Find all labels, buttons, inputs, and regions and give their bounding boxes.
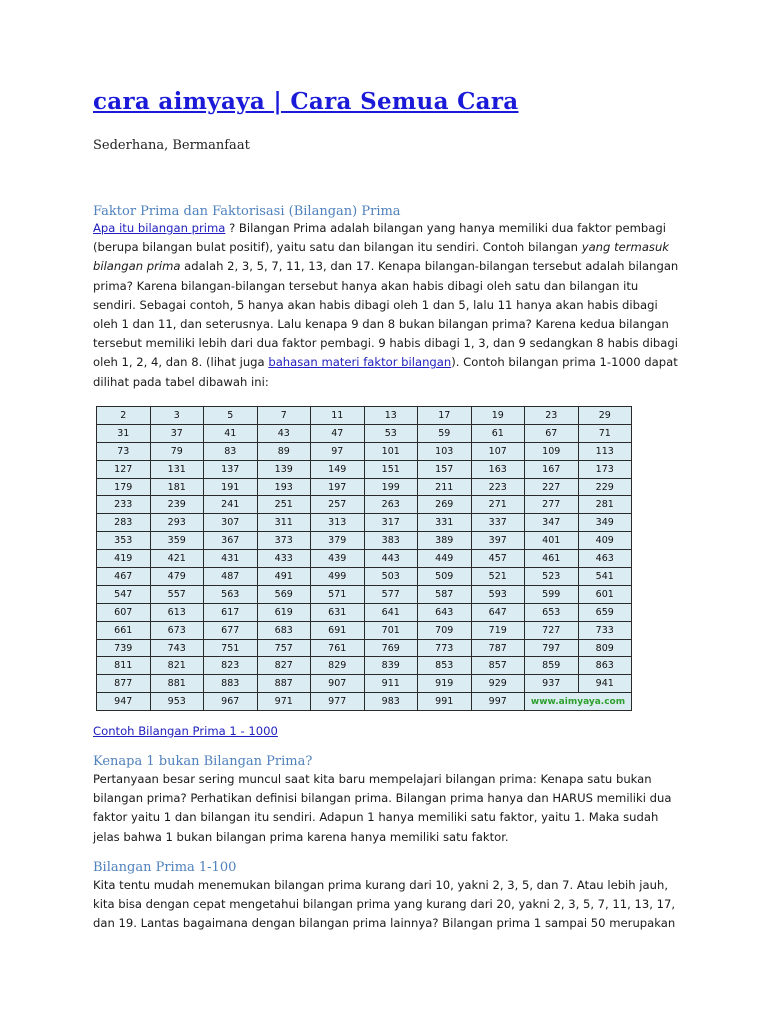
table-cell: 151 xyxy=(364,460,418,478)
table-cell: 229 xyxy=(578,478,632,496)
table-cell: 557 xyxy=(150,585,204,603)
table-cell: 719 xyxy=(471,621,525,639)
table-cell: 661 xyxy=(97,621,151,639)
table-cell: 283 xyxy=(97,514,151,532)
table-cell: 263 xyxy=(364,496,418,514)
table-row xyxy=(97,621,632,639)
table-cell: 619 xyxy=(257,603,311,621)
table-cell: 967 xyxy=(204,693,258,711)
table-cell: 937 xyxy=(525,675,579,693)
table-cell: 5 xyxy=(204,407,258,425)
table-cell: 509 xyxy=(418,568,472,586)
table-cell: 23 xyxy=(525,407,579,425)
table-cell: 257 xyxy=(311,496,365,514)
table-cell: 829 xyxy=(311,657,365,675)
table-cell: 739 xyxy=(97,639,151,657)
table-row xyxy=(97,478,632,496)
table-cell: 89 xyxy=(257,442,311,460)
table-cell: 601 xyxy=(578,585,632,603)
table-cell: 701 xyxy=(364,621,418,639)
table-cell: 127 xyxy=(97,460,151,478)
table-cell: 991 xyxy=(418,693,472,711)
table-cell: 823 xyxy=(204,657,258,675)
table-cell: 647 xyxy=(471,603,525,621)
table-cell: 839 xyxy=(364,657,418,675)
table-cell: 389 xyxy=(418,532,472,550)
table-cell: 599 xyxy=(525,585,579,603)
table-cell: 331 xyxy=(418,514,472,532)
table-cell: 883 xyxy=(204,675,258,693)
table-cell: 137 xyxy=(204,460,258,478)
table-cell: 83 xyxy=(204,442,258,460)
table-cell: 223 xyxy=(471,478,525,496)
table-row xyxy=(97,407,632,425)
table-cell: 233 xyxy=(97,496,151,514)
table-cell: 347 xyxy=(525,514,579,532)
table-cell: 607 xyxy=(97,603,151,621)
table-cell: 587 xyxy=(418,585,472,603)
table-cell: 911 xyxy=(364,675,418,693)
table-cell: 239 xyxy=(150,496,204,514)
table-cell: 809 xyxy=(578,639,632,657)
prime-number-table xyxy=(96,406,632,711)
table-row xyxy=(97,639,632,657)
table-cell: 643 xyxy=(418,603,472,621)
table-cell: 337 xyxy=(471,514,525,532)
table-cell: 79 xyxy=(150,442,204,460)
table-cell: 457 xyxy=(471,550,525,568)
table-cell: 131 xyxy=(150,460,204,478)
section-heading-faktor-prima: Faktor Prima dan Faktorisasi (Bilangan) Prima xyxy=(93,204,401,219)
table-cell: 709 xyxy=(418,621,472,639)
table-cell: 17 xyxy=(418,407,472,425)
table-cell: 631 xyxy=(311,603,365,621)
table-cell: 691 xyxy=(311,621,365,639)
table-cell: 887 xyxy=(257,675,311,693)
table-cell: 983 xyxy=(364,693,418,711)
table-cell: 433 xyxy=(257,550,311,568)
table-cell: 7 xyxy=(257,407,311,425)
table-row xyxy=(97,603,632,621)
table-cell: 613 xyxy=(150,603,204,621)
table-cell: 941 xyxy=(578,675,632,693)
table-cell: 677 xyxy=(204,621,258,639)
table-cell: 443 xyxy=(364,550,418,568)
table-cell: 139 xyxy=(257,460,311,478)
intro-paragraph: Apa itu bilangan prima ? Bilangan Prima adalah bilangan yang hanya memiliki dua faktor pembagi (berupa bilangan bulat positif), yaitu satu dan bilangan itu sendiri. Contoh bilangan yang termasuk bilangan prima adalah 2, 3, 5, 7, 11, 13, dan 17. Kenapa bilangan-bilangan tersebut adalah bilangan prima? Karena bilangan-bilangan tersebut hanya akan habis dibagi oleh satu dan bilangan itu sendiri. Sebagai contoh, 5 hanya akan habis dibagi oleh 1 dan 5, lalu 11 hanya akan habis dibagi oleh 1 dan 11, dan seterusnya. Lalu kenapa 9 dan 8 bukan bilangan prima? Karena kedua bilangan tersebut memiliki lebih dari dua faktor pembagi. 9 habis dibagi 1, 3, dan 9 sedangkan 8 habis dibagi oleh 1, 2, 4, dan 8. (lihat juga bahasan materi faktor bilangan). Contoh bilangan prima 1-1000 dapat dilihat pada tabel dibawah ini: xyxy=(93,221,679,389)
table-cell: 2 xyxy=(97,407,151,425)
table-cell: 13 xyxy=(364,407,418,425)
table-cell: 743 xyxy=(150,639,204,657)
table-cell: 977 xyxy=(311,693,365,711)
table-cell: 311 xyxy=(257,514,311,532)
table-cell: 199 xyxy=(364,478,418,496)
table-cell: 37 xyxy=(150,424,204,442)
table-row xyxy=(97,550,632,568)
table-row xyxy=(97,657,632,675)
table-cell: 193 xyxy=(257,478,311,496)
table-cell: 577 xyxy=(364,585,418,603)
table-cell: 769 xyxy=(364,639,418,657)
table-cell: 653 xyxy=(525,603,579,621)
table-cell: 461 xyxy=(525,550,579,568)
table-cell: 101 xyxy=(364,442,418,460)
table-cell: 757 xyxy=(257,639,311,657)
table-cell: 103 xyxy=(418,442,472,460)
table-cell: 313 xyxy=(311,514,365,532)
table-cell: 449 xyxy=(418,550,472,568)
table-cell: 241 xyxy=(204,496,258,514)
table-cell: 167 xyxy=(525,460,579,478)
table-cell: 379 xyxy=(311,532,365,550)
table-cell: 73 xyxy=(97,442,151,460)
table-cell: 971 xyxy=(257,693,311,711)
table-cell: 41 xyxy=(204,424,258,442)
link-contoh-bilangan-prima[interactable]: Contoh Bilangan Prima 1 - 1000 xyxy=(93,724,278,738)
table-cell: 953 xyxy=(150,693,204,711)
table-cell: 271 xyxy=(471,496,525,514)
table-cell: 373 xyxy=(257,532,311,550)
table-cell: 29 xyxy=(578,407,632,425)
table-cell: 149 xyxy=(311,460,365,478)
site-tagline: Sederhana, Bermanfaat xyxy=(93,138,250,153)
table-row xyxy=(97,532,632,550)
table-cell: 293 xyxy=(150,514,204,532)
table-cell: 733 xyxy=(578,621,632,639)
table-cell: 487 xyxy=(204,568,258,586)
table-cell: 773 xyxy=(418,639,472,657)
table-cell: 227 xyxy=(525,478,579,496)
table-cell: 281 xyxy=(578,496,632,514)
table-cell: 797 xyxy=(525,639,579,657)
table-cell: 463 xyxy=(578,550,632,568)
table-cell: 569 xyxy=(257,585,311,603)
table-cell: 113 xyxy=(578,442,632,460)
table-cell: 251 xyxy=(257,496,311,514)
table-cell: 467 xyxy=(97,568,151,586)
table-cell: 859 xyxy=(525,657,579,675)
table-cell: 499 xyxy=(311,568,365,586)
table-cell: 593 xyxy=(471,585,525,603)
table-cell: 673 xyxy=(150,621,204,639)
table-cell: 617 xyxy=(204,603,258,621)
link-apa-itu-bilangan-prima[interactable]: Apa itu bilangan prima xyxy=(93,221,226,235)
prima-1-100-paragraph: Kita tentu mudah menemukan bilangan prima kurang dari 10, yakni 2, 3, 5, dan 7. Atau lebih jauh, kita bisa dengan cepat mengetahui bilangan prima yang kurang dari 20, yakni 2, 3, 5, 7, 11, 13, 17, dan 19. Lantas bagaimana dengan bilangan prima lainnya? Bilangan prima 1 sampai 50 merupakan xyxy=(93,878,676,931)
table-cell: 97 xyxy=(311,442,365,460)
table-cell: 811 xyxy=(97,657,151,675)
site-title[interactable] xyxy=(93,88,519,115)
table-cell: 179 xyxy=(97,478,151,496)
table-row xyxy=(97,693,632,711)
table-cell: 353 xyxy=(97,532,151,550)
table-cell: 409 xyxy=(578,532,632,550)
table-cell: 431 xyxy=(204,550,258,568)
table-cell: 19 xyxy=(471,407,525,425)
table-cell: 401 xyxy=(525,532,579,550)
table-cell: 397 xyxy=(471,532,525,550)
table-row xyxy=(97,424,632,442)
table-row xyxy=(97,568,632,586)
table-cell: 109 xyxy=(525,442,579,460)
table-cell: 367 xyxy=(204,532,258,550)
table-cell: 269 xyxy=(418,496,472,514)
table-cell: 173 xyxy=(578,460,632,478)
kenapa-1-paragraph: Pertanyaan besar sering muncul saat kita baru mempelajari bilangan prima: Kenapa satu bukan bilangan prima? Perhatikan definisi bilangan prima. Bilangan prima hanya dan HARUS memiliki dua faktor yaitu 1 dan bilangan itu sendiri. Adapun 1 hanya memiliki satu faktor, yaitu 1. Maka sudah jelas bahwa 1 bukan bilangan prima karena hanya memiliki satu faktor. xyxy=(93,772,672,844)
table-cell: 523 xyxy=(525,568,579,586)
table-cell: 919 xyxy=(418,675,472,693)
table-cell: 821 xyxy=(150,657,204,675)
table-cell: 683 xyxy=(257,621,311,639)
table-cell: 503 xyxy=(364,568,418,586)
table-cell: 47 xyxy=(311,424,365,442)
table-cell: 53 xyxy=(364,424,418,442)
table-row xyxy=(97,442,632,460)
table-cell: 947 xyxy=(97,693,151,711)
table-cell: 491 xyxy=(257,568,311,586)
table-cell: 419 xyxy=(97,550,151,568)
table-cell: 71 xyxy=(578,424,632,442)
table-cell: 3 xyxy=(150,407,204,425)
table-cell: 857 xyxy=(471,657,525,675)
link-materi-faktor-bilangan[interactable]: bahasan materi faktor bilangan xyxy=(268,355,452,370)
table-cell: 787 xyxy=(471,639,525,657)
table-cell: 307 xyxy=(204,514,258,532)
table-cell: 359 xyxy=(150,532,204,550)
table-row xyxy=(97,496,632,514)
table-cell: 727 xyxy=(525,621,579,639)
table-cell: 929 xyxy=(471,675,525,693)
table-cell: 881 xyxy=(150,675,204,693)
table-cell: 317 xyxy=(364,514,418,532)
table-cell: 641 xyxy=(364,603,418,621)
table-cell: 439 xyxy=(311,550,365,568)
table-row xyxy=(97,460,632,478)
table-cell: 853 xyxy=(418,657,472,675)
table-row xyxy=(97,585,632,603)
table-cell: 521 xyxy=(471,568,525,586)
table-cell: 659 xyxy=(578,603,632,621)
prime-table-image xyxy=(96,406,632,711)
table-cell: 877 xyxy=(97,675,151,693)
table-cell: 761 xyxy=(311,639,365,657)
table-cell: 997 xyxy=(471,693,525,711)
table-cell: 563 xyxy=(204,585,258,603)
table-cell: 43 xyxy=(257,424,311,442)
table-cell: 59 xyxy=(418,424,472,442)
table-cell: 67 xyxy=(525,424,579,442)
table-cell: 181 xyxy=(150,478,204,496)
table-cell: 197 xyxy=(311,478,365,496)
table-cell: 547 xyxy=(97,585,151,603)
table-cell: 571 xyxy=(311,585,365,603)
table-cell: 541 xyxy=(578,568,632,586)
table-cell: 277 xyxy=(525,496,579,514)
table-cell: 211 xyxy=(418,478,472,496)
table-cell: 863 xyxy=(578,657,632,675)
table-cell: 383 xyxy=(364,532,418,550)
table-row xyxy=(97,514,632,532)
table-cell: 421 xyxy=(150,550,204,568)
table-cell: 191 xyxy=(204,478,258,496)
table-cell: 163 xyxy=(471,460,525,478)
section-heading-prima-1-100: Bilangan Prima 1-100 xyxy=(93,860,237,875)
table-cell: 11 xyxy=(311,407,365,425)
table-cell: 751 xyxy=(204,639,258,657)
table-cell: 107 xyxy=(471,442,525,460)
table-cell: 349 xyxy=(578,514,632,532)
section-heading-kenapa-1: Kenapa 1 bukan Bilangan Prima? xyxy=(93,754,313,769)
table-cell: 157 xyxy=(418,460,472,478)
table-cell: 31 xyxy=(97,424,151,442)
table-cell: 907 xyxy=(311,675,365,693)
table-cell: 479 xyxy=(150,568,204,586)
table-watermark: www.aimyaya.com xyxy=(525,693,632,711)
table-cell: 61 xyxy=(471,424,525,442)
site-title-link[interactable]: cara aimyaya | Cara Semua Cara xyxy=(93,88,519,115)
table-cell: 827 xyxy=(257,657,311,675)
table-row xyxy=(97,675,632,693)
